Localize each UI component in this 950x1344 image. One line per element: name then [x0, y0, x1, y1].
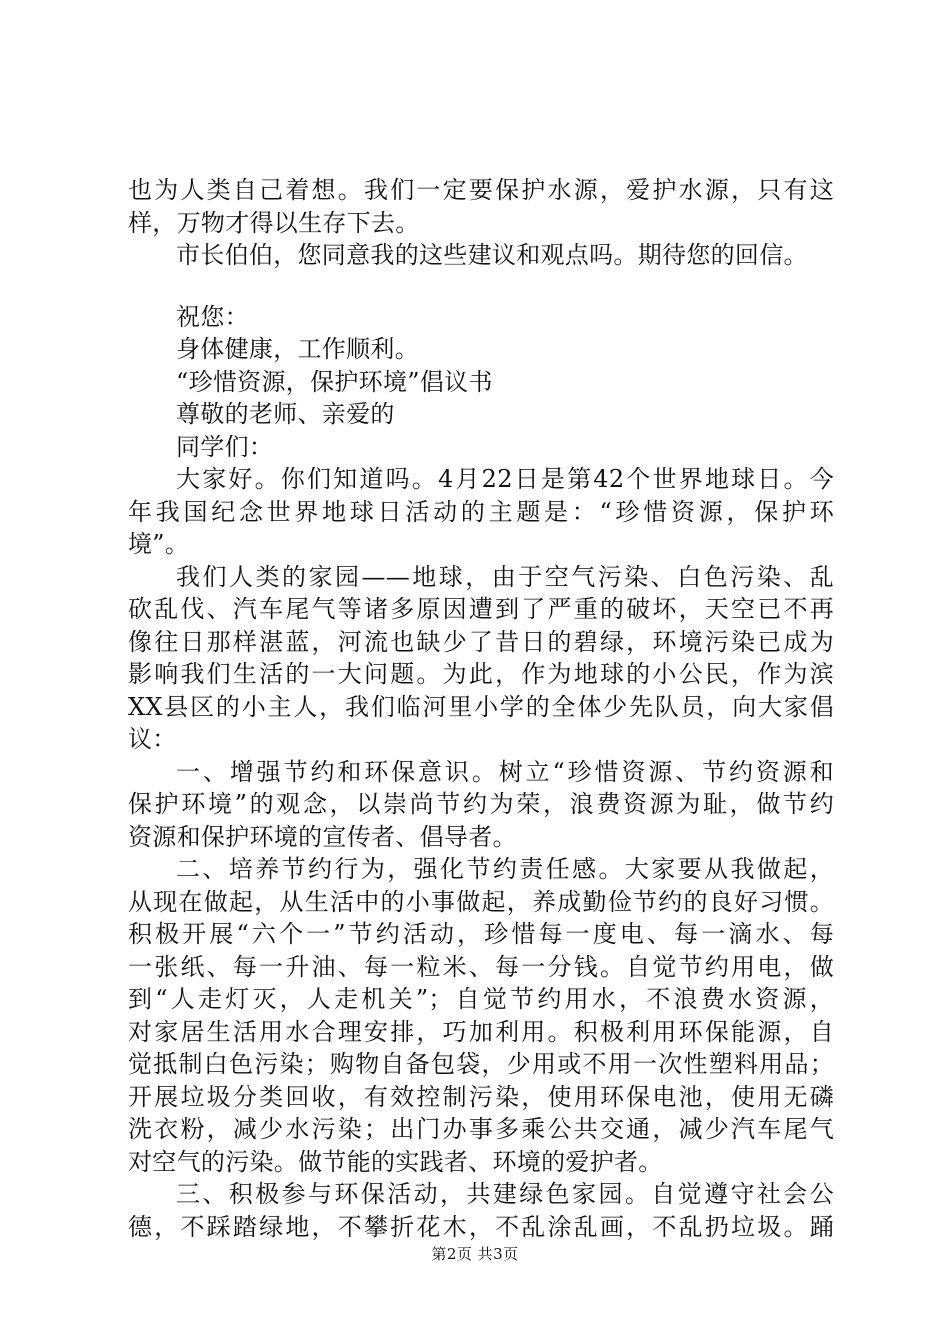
- text-line: 积极开展“六个一”节约活动，珍惜每一度电、每一滴水、每: [128, 920, 834, 948]
- text-line: 市长伯伯，您同意我的这些建议和观点吗。期待您的回信。: [176, 241, 808, 269]
- text-line: 也为人类自己着想。我们一定要保护水源，爱护水源，只有这: [128, 176, 834, 204]
- text-line: 同学们：: [176, 432, 274, 461]
- text-line: 资源和保护环境的宣传者、倡导者。: [128, 822, 517, 851]
- text-line: “珍惜资源，保护环境”倡议书: [176, 367, 493, 396]
- text-line: 保护环境”的观念，以崇尚节约为荣，浪费资源为耻，做节约: [128, 790, 834, 818]
- text-line: 到“人走灯灭，人走机关”；自觉节约用水，不浪费水资源，: [128, 985, 834, 1013]
- text-line: 祝您：: [176, 302, 249, 331]
- text-line: 一张纸、每一升油、每一粒米、每一分钱。自觉节约用电，做: [128, 952, 834, 981]
- text-line: 境”。: [128, 530, 190, 558]
- text-line: XX县区的小主人，我们临河里小学的全体少先队员，向大家倡: [128, 692, 834, 721]
- text-line: 我们人类的家园——地球，由于空气污染、白色污染、乱: [176, 562, 834, 591]
- text-line: 对空气的污染。做节能的实践者、环境的爱护者。: [128, 1147, 663, 1176]
- text-line: 尊敬的老师、亲爱的: [176, 400, 395, 428]
- text-line: 年我国纪念世界地球日活动的主题是：“珍惜资源，保护环: [128, 497, 834, 526]
- blank-line: [128, 272, 834, 301]
- text-line: 开展垃圾分类回收，有效控制污染，使用环保电池，使用无磷: [128, 1082, 834, 1111]
- text-line: 觉抵制白色污染；购物自备包袋，少用或不用一次性塑料用品；: [128, 1050, 834, 1078]
- text-line: 从现在做起，从生活中的小事做起，养成勤俭节约的良好习惯。: [128, 887, 834, 916]
- text-line: 对家居生活用水合理安排，巧加利用。积极利用环保能源，自: [128, 1017, 834, 1046]
- text-line: 洗衣粉，减少水污染；出门办事多乘公共交通，减少汽车尾气: [128, 1115, 834, 1143]
- text-line: 样，万物才得以生存下去。: [128, 208, 420, 237]
- text-line: 三、积极参与环保活动，共建绿色家园。自觉遵守社会公: [176, 1180, 834, 1208]
- text-line: 二、培养节约行为，强化节约责任感。大家要从我做起，: [176, 855, 834, 883]
- text-line: 一、增强节约和环保意识。树立“珍惜资源、节约资源和: [176, 757, 834, 786]
- page-footer: 第2页 共3页: [431, 1245, 519, 1263]
- text-line: 德，不踩踏绿地，不攀折花木，不乱涂乱画，不乱扔垃圾。踊: [128, 1212, 834, 1241]
- text-line: 砍乱伐、汽车尾气等诸多原因遭到了严重的破坏，天空已不再: [128, 595, 834, 623]
- text-line: 议：: [128, 725, 177, 753]
- document-body: [128, 174, 834, 1243]
- text-line: 像往日那样湛蓝，河流也缺少了昔日的碧绿，环境污染已成为: [128, 627, 834, 656]
- text-line: 身体健康，工作顺利。: [176, 335, 419, 363]
- text-line: 大家好。你们知道吗。4月22日是第42个世界地球日。今: [176, 465, 834, 493]
- text-line: 影响我们生活的一大问题。为此，作为地球的小公民，作为滨: [128, 660, 834, 688]
